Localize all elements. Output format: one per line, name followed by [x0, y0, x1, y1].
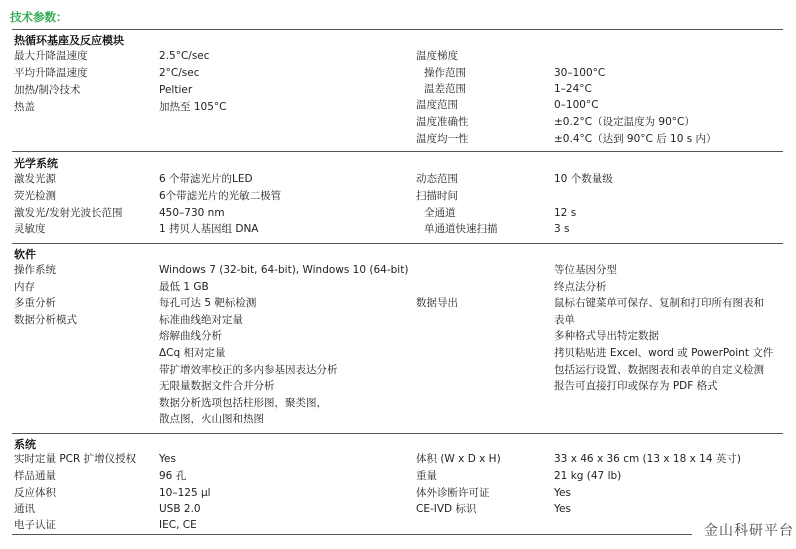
spec-value: 熔解曲线分析: [159, 330, 222, 342]
spec-value: 33 x 46 x 36 cm (13 x 18 x 14 英寸): [554, 453, 741, 465]
spec-label: 最大升降温速度: [14, 50, 88, 62]
spec-label: 温度准确性: [416, 116, 469, 128]
spec-label: 荧光检测: [14, 190, 56, 202]
spec-value: IEC, CE: [159, 519, 197, 531]
spec-label: 激发光源: [14, 173, 56, 185]
spec-value: 多种格式导出特定数据: [554, 330, 659, 342]
spec-value: 96 孔: [159, 470, 187, 482]
section-heading-software: 软件: [14, 248, 36, 261]
spec-value: 无限量数据文件合并分析: [159, 380, 275, 392]
spec-value: Yes: [159, 453, 176, 465]
spec-value: ±0.2°C（设定温度为 90°C）: [554, 116, 695, 128]
spec-value: 标准曲线绝对定量: [159, 314, 243, 326]
section-divider-optics: [12, 151, 783, 152]
spec-value: 1 拷贝人基因组 DNA: [159, 223, 259, 235]
spec-value: 2.5°C/sec: [159, 50, 210, 62]
spec-value: 带扩增效率校正的多内参基因表达分析: [159, 364, 338, 376]
spec-value: 12 s: [554, 207, 577, 219]
spec-label: 实时定量 PCR 扩增仪授权: [14, 453, 137, 465]
spec-value: 3 s: [554, 223, 570, 235]
spec-value: 每孔可达 5 靶标检测: [159, 297, 257, 309]
page-title: 技术参数：: [10, 10, 68, 24]
spec-value: 21 kg (47 lb): [554, 470, 622, 482]
spec-label: 温度均一性: [416, 133, 469, 145]
spec-value: 报告可直接打印或保存为 PDF 格式: [554, 380, 718, 392]
section-divider-system: [12, 433, 783, 434]
spec-value: 2°C/sec: [159, 67, 200, 79]
spec-label: 通讯: [14, 503, 35, 515]
spec-value: 10 个数量级: [554, 173, 613, 185]
spec-value: Yes: [554, 503, 571, 515]
spec-value: 0–100°C: [554, 99, 599, 111]
spec-value: 450–730 nm: [159, 207, 225, 219]
spec-label: 反应体积: [14, 487, 56, 499]
spec-value: 1–24°C: [554, 83, 592, 95]
spec-value: 等位基因分型: [554, 264, 617, 276]
spec-label: 激发光/发射光波长范围: [14, 207, 123, 219]
spec-label: 操作范围: [424, 67, 466, 79]
spec-label: 数据分析模式: [14, 314, 77, 326]
section-heading-system: 系统: [14, 438, 36, 451]
spec-value: 30–100°C: [554, 67, 606, 79]
section-heading-thermal: 热循环基座及反应模块: [14, 34, 124, 47]
spec-label: 重量: [416, 470, 437, 482]
spec-label: 灵敏度: [14, 223, 46, 235]
spec-value: 包括运行设置、数据图表和表单的自定义检测: [554, 364, 764, 376]
spec-label: 扫描时间: [416, 190, 458, 202]
spec-value: 表单: [554, 314, 575, 326]
spec-label: 样品通量: [14, 470, 56, 482]
spec-value: 6个带滤光片的光敏二极管: [159, 190, 282, 202]
section-heading-optics: 光学系统: [14, 157, 58, 170]
spec-label: 数据导出: [416, 297, 458, 309]
spec-label: 体积 (W x D x H): [416, 453, 501, 465]
spec-value: 散点图，火山图和热图: [159, 413, 264, 425]
spec-value: ΔCq 相对定量: [159, 347, 226, 359]
watermark: 金山科研平台: [704, 523, 794, 539]
spec-value: USB 2.0: [159, 503, 201, 515]
spec-label: 加热/制冷技术: [14, 84, 81, 96]
section-divider-software: [12, 243, 783, 244]
spec-value: 最低 1 GB: [159, 281, 209, 293]
spec-value: 鼠标右键菜单可保存、复制和打印所有图表和: [554, 297, 764, 309]
spec-label: 温度梯度: [416, 50, 458, 62]
spec-label: 热盖: [14, 101, 35, 113]
spec-label: 平均升降温速度: [14, 67, 88, 79]
spec-value: 终点法分析: [554, 281, 607, 293]
spec-value: ±0.4°C（达到 90°C 后 10 s 内）: [554, 133, 717, 145]
spec-value: 6 个带滤光片的LED: [159, 173, 253, 185]
spec-value: 数据分析选项包括柱形图，聚类图，: [159, 397, 327, 409]
spec-value: 拷贝粘贴进 Excel、word 或 PowerPoint 文件: [554, 347, 774, 359]
spec-label: 温差范围: [424, 83, 466, 95]
spec-label: 操作系统: [14, 264, 56, 276]
section-divider-thermal: [12, 29, 783, 30]
spec-label: 单通道快速扫描: [424, 223, 498, 235]
spec-label: CE-IVD 标识: [416, 503, 477, 515]
spec-value: Peltier: [159, 84, 193, 96]
spec-value: 加热至 105°C: [159, 101, 227, 113]
spec-label: 温度范围: [416, 99, 458, 111]
spec-label: 内存: [14, 281, 35, 293]
spec-value: Yes: [554, 487, 571, 499]
spec-label: 电子认证: [14, 519, 56, 531]
spec-value: 10–125 µl: [159, 487, 211, 499]
bottom-divider: [12, 534, 692, 535]
spec-label: 全通道: [424, 207, 456, 219]
spec-label: 动态范围: [416, 173, 458, 185]
spec-label: 体外诊断许可证: [416, 487, 490, 499]
spec-label: 多重分析: [14, 297, 56, 309]
spec-value: Windows 7 (32-bit, 64-bit), Windows 10 (64-bit): [159, 264, 409, 276]
